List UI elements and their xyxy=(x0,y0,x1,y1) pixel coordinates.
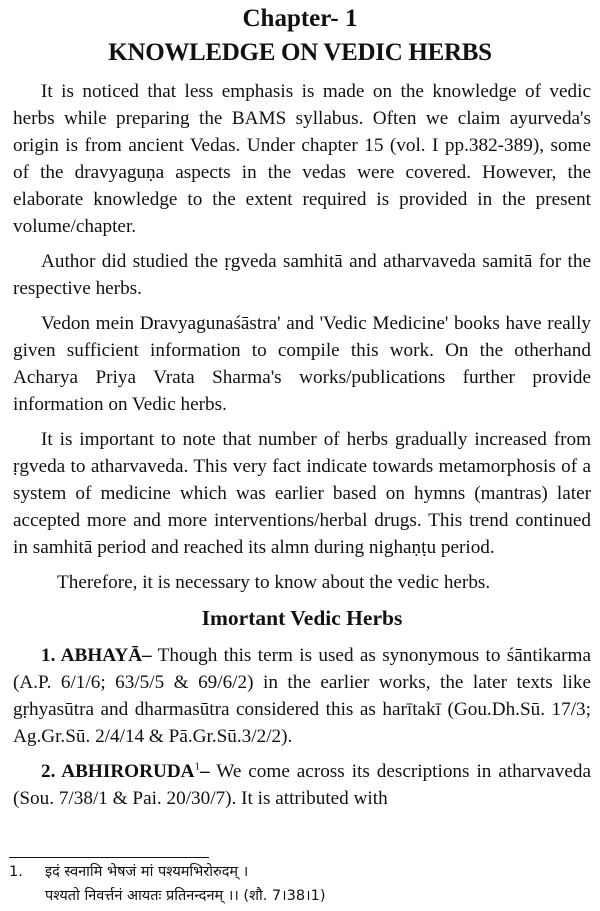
footnote-verse-1: इदं स्वनामि भेषजं मां पश्यमभिरोरुदम् । xyxy=(45,864,249,880)
herb-entry-abhaya xyxy=(13,642,591,750)
footnote-verse-2: पश्यतो निवर्त्तनं आयतः प्रतिनन्दनम् ।। (शौ. 7।38।1) xyxy=(45,888,326,904)
chapter-number: Chapter- 1 xyxy=(242,5,358,32)
footnote-line-2 xyxy=(9,884,589,908)
herb-entry-abhiroruda xyxy=(13,758,591,812)
herb-text-abhaya: Though this term is used as synonymous to śāntikarma (A.P. 6/1/6; 63/5/5 & 69/6/2) in the earlier works, the later texts like gṛhyasūtra and dharmasūtra considered this as harītakī (Gou.Dh.Sū. 17/3; Ag.Gr.Sū. 2/4/14 & Pā.Gr.Sū.3/2/2). xyxy=(13,645,591,747)
herb-term-dash: – xyxy=(200,761,210,782)
herb-text-abhiroruda: We come across its descriptions in atharvaveda (Sou. 7/38/1 & Pai. 20/30/7). It is attributed with xyxy=(13,761,591,809)
chapter-title: KNOWLEDGE ON VEDIC HERBS xyxy=(108,39,492,66)
herb-term-abhaya: 1. ABHAYĀ– xyxy=(41,645,152,666)
footnote-marker: 1 xyxy=(194,760,201,773)
footnote-block xyxy=(9,860,589,908)
paragraph-author: Author did studied the ṛgveda samhitā and atharvaveda samitā for the respective herbs. xyxy=(13,251,591,299)
paragraph-herb-increase: It is important to note that number of herbs gradually increased from ṛgveda to atharvaveda. This very fact indicate towards metamorphosis of a system of medicine which was earlier based on hymns (mantras) later accepted more and more interventions/herbal drugs. This trend continued in samhitā period and reached its almn during nighaṇṭu period. xyxy=(13,429,591,558)
paragraph-sources: Vedon mein Dravyagunaśāstra' and 'Vedic Medicine' books have really given sufficient information to compile this work. On the otherhand Acharya Priya Vrata Sharma's works/publications further provide information on Vedic herbs. xyxy=(13,313,591,415)
footnote-line-1 xyxy=(9,860,589,884)
paragraph-conclusion: Therefore, it is necessary to know about the vedic herbs. xyxy=(57,572,491,593)
footnote-number: 1. xyxy=(9,864,23,880)
herb-term-abhiroruda: 2. ABHIRORUDA xyxy=(41,761,195,782)
page-body xyxy=(13,78,591,820)
paragraph-intro: It is noticed that less emphasis is made on the knowledge of vedic herbs while preparing the BAMS syllabus. Often we claim ayurveda's origin is from ancient Vedas. Under chapter 15 (vol. I pp.382-389), some of the dravyaguṇa aspects in the vedas were covered. However, the elaborate knowledge to the extent required is provided in the present volume/chapter. xyxy=(13,81,591,237)
section-heading: Imortant Vedic Herbs xyxy=(201,606,403,630)
footnote-rule xyxy=(9,857,209,858)
